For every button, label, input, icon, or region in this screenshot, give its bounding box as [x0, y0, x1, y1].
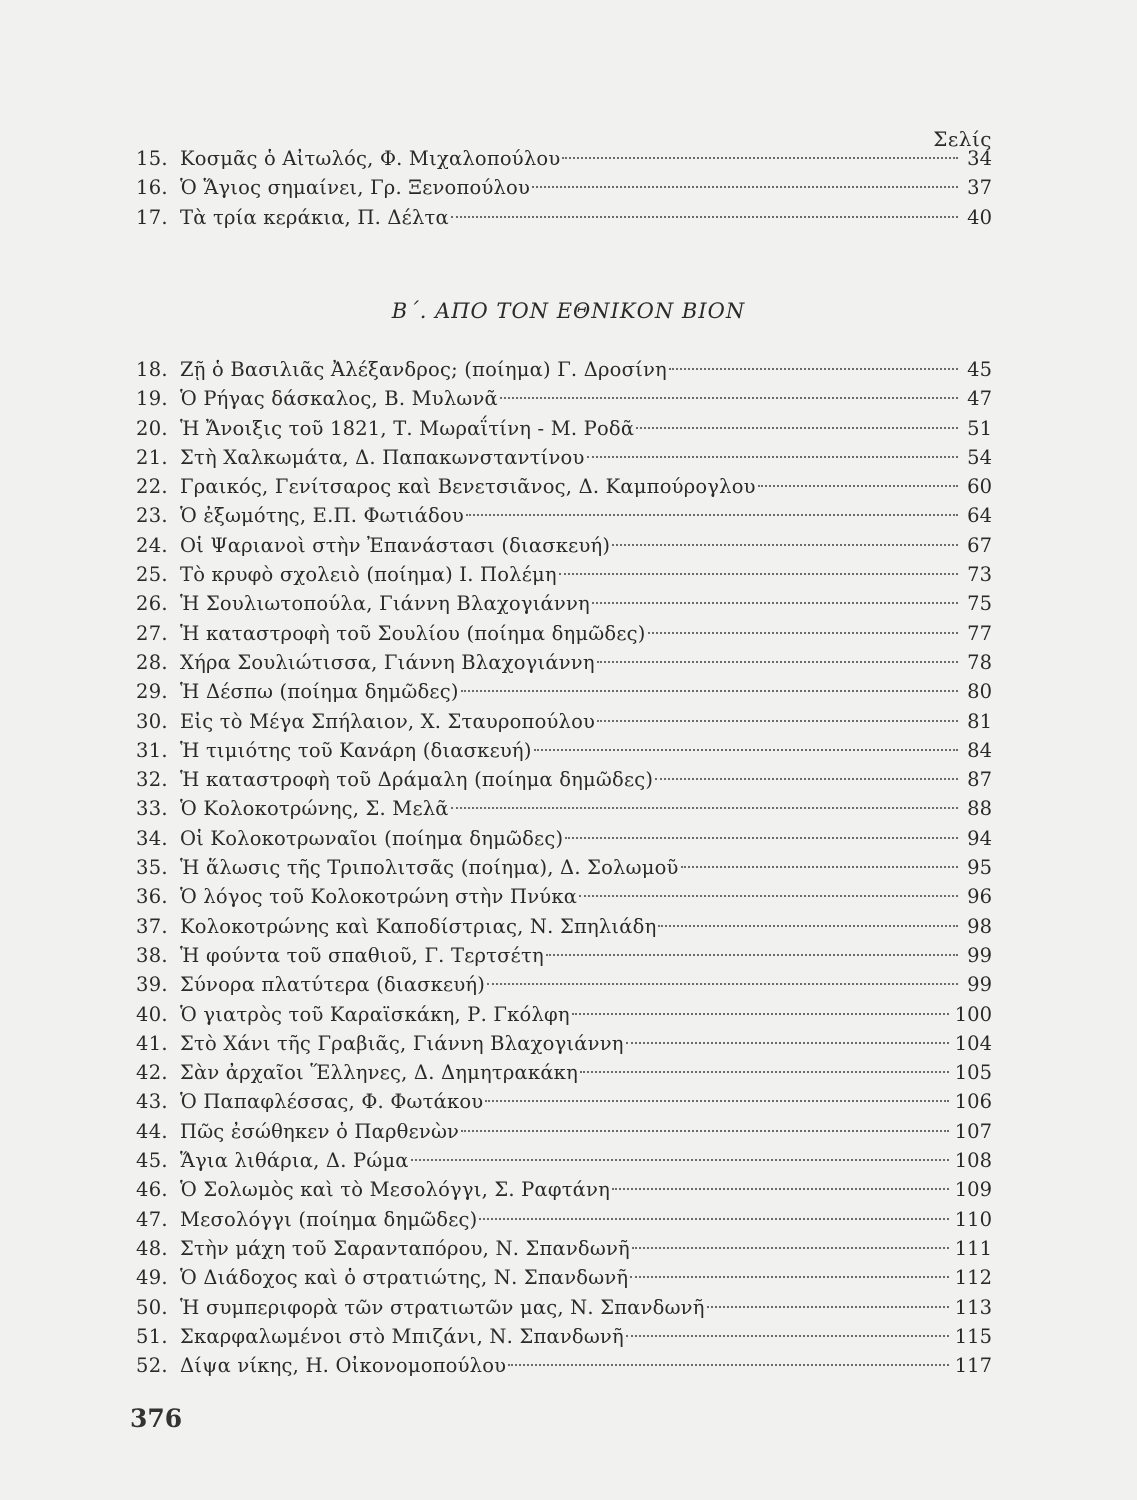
- toc-entry: [136, 144, 992, 173]
- entry-page: 108: [954, 1149, 992, 1173]
- toc-entry: [136, 560, 992, 589]
- entry-number: 40.: [136, 1002, 168, 1026]
- toc-entry: [136, 824, 992, 853]
- entry-title: Ἡ φούντα τοῦ σπαθιοῦ, Γ. Τερτσέτη: [180, 943, 544, 967]
- entry-number: 46.: [136, 1178, 168, 1202]
- dot-leader: [658, 925, 958, 927]
- entry-title: Ἡ καταστροφὴ τοῦ Δράμαλη (ποίημα δημῶδες): [180, 768, 654, 792]
- entry-page: 117: [954, 1354, 992, 1378]
- entry-page: 104: [954, 1031, 992, 1055]
- entry-page: 112: [954, 1266, 992, 1290]
- entry-title: Ἅγια λιθάρια, Δ. Ρώμα: [180, 1149, 409, 1173]
- toc-entry: [136, 443, 992, 472]
- entry-number: 18.: [136, 358, 168, 381]
- entry-number: 45.: [136, 1149, 168, 1173]
- entry-title: Ἡ τιμιότης τοῦ Κανάρη (διασκευή): [180, 738, 532, 762]
- entry-number: 28.: [136, 650, 168, 674]
- entry-page: 54: [967, 445, 992, 469]
- entry-page: 37: [967, 176, 992, 200]
- toc-entry: [136, 384, 992, 413]
- entry-page: 106: [954, 1090, 992, 1114]
- dot-leader: [411, 1159, 949, 1161]
- dot-leader: [451, 807, 958, 809]
- dot-leader: [587, 456, 958, 458]
- dot-leader: [485, 1100, 948, 1102]
- page-number: 376: [130, 1404, 183, 1433]
- toc-entry: [136, 531, 992, 560]
- entry-title: Εἰς τὸ Μέγα Σπήλαιον, Χ. Σταυροπούλου: [180, 709, 596, 733]
- entry-page: 109: [954, 1178, 992, 1202]
- entry-number: 27.: [136, 621, 168, 645]
- entry-number: 26.: [136, 592, 168, 616]
- entry-page: 80: [967, 680, 992, 704]
- dot-leader: [532, 186, 958, 188]
- entry-title: Μεσολόγγι (ποίημα δημῶδες): [180, 1207, 478, 1231]
- toc-entry: [136, 1087, 992, 1116]
- entry-title: Κολοκοτρώνης καὶ Καποδίστριας, Ν. Σπηλιάδη: [180, 914, 657, 938]
- entry-number: 44.: [136, 1119, 168, 1143]
- dot-leader: [597, 720, 958, 722]
- dot-leader: [562, 157, 958, 159]
- entry-title: Γραικός, Γενίτσαρος καὶ Βενετσιᾶνος, Δ. Καμπούρογλου: [180, 475, 756, 499]
- dot-leader: [648, 632, 958, 634]
- entry-number: 37.: [136, 914, 168, 938]
- toc-entry: [136, 1351, 992, 1380]
- dot-leader: [579, 895, 958, 897]
- dot-leader: [572, 1013, 949, 1015]
- entry-number: 33.: [136, 797, 168, 821]
- entry-number: 42.: [136, 1061, 168, 1085]
- entry-page: 87: [967, 768, 992, 792]
- dot-leader: [681, 866, 958, 868]
- entry-number: 47.: [136, 1207, 168, 1231]
- toc-entry: [136, 1263, 992, 1292]
- entry-title: Ὁ γιατρὸς τοῦ Καραϊσκάκη, Ρ. Γκόλφη: [180, 1002, 570, 1026]
- entry-page: 115: [954, 1324, 992, 1348]
- entry-title: Στὴ Χαλκωμάτα, Δ. Παπακωνσταντίνου: [180, 445, 585, 469]
- toc-entry: [136, 355, 992, 384]
- toc-entry: [136, 1175, 992, 1204]
- entry-page: 73: [967, 563, 992, 587]
- toc-entry: [136, 619, 992, 648]
- entry-title: Ὁ λόγος τοῦ Κολοκοτρώνη στὴν Πνύκα: [180, 885, 578, 909]
- entry-title: Πῶς ἐσώθηκεν ὁ Παρθενὼν: [180, 1119, 460, 1143]
- entry-page: 51: [967, 416, 992, 440]
- entry-page: 77: [967, 621, 992, 645]
- entry-title: Ἡ καταστροφὴ τοῦ Σουλίου (ποίημα δημῶδες): [180, 621, 646, 645]
- entry-number: 32.: [136, 768, 168, 792]
- dot-leader: [632, 1247, 949, 1249]
- entry-number: 17.: [136, 205, 168, 229]
- entry-page: 40: [967, 205, 992, 229]
- entry-number: 22.: [136, 475, 168, 499]
- entry-page: 45: [967, 358, 992, 381]
- entry-number: 51.: [136, 1324, 168, 1348]
- toc-entry: [136, 707, 992, 736]
- entry-page: 98: [967, 914, 992, 938]
- entry-page: 94: [967, 826, 992, 850]
- entry-page: 96: [967, 885, 992, 909]
- entry-title: Ἡ συμπεριφορὰ τῶν στρατιωτῶν μας, Ν. Σπανδωνῆ: [180, 1295, 705, 1319]
- entry-number: 25.: [136, 563, 168, 587]
- toc-entry: [136, 1029, 992, 1058]
- entry-number: 34.: [136, 826, 168, 850]
- entry-number: 19.: [136, 387, 168, 411]
- dot-leader: [534, 749, 958, 751]
- entry-number: 20.: [136, 416, 168, 440]
- toc-entry: [136, 1234, 992, 1263]
- dot-leader: [612, 1188, 949, 1190]
- dot-leader: [466, 514, 958, 516]
- toc-entry: [136, 1293, 992, 1322]
- entry-page: 95: [967, 856, 992, 880]
- entry-title: Οἱ Κολοκοτρωναῖοι (ποίημα δημῶδες): [180, 826, 564, 850]
- dot-leader: [565, 837, 958, 839]
- dot-leader: [580, 1071, 949, 1073]
- toc-entry: [136, 970, 992, 999]
- entry-title: Στὴν μάχη τοῦ Σαρανταπόρου, Ν. Σπανδωνῆ: [180, 1236, 630, 1260]
- entry-title: Σκαρφαλωμένοι στὸ Μπιζάνι, Ν. Σπανδωνῆ: [180, 1324, 624, 1348]
- dot-leader: [626, 1335, 949, 1337]
- entry-page: 78: [967, 650, 992, 674]
- entry-number: 39.: [136, 973, 168, 997]
- toc-entry: [136, 1322, 992, 1351]
- toc-entry: [136, 765, 992, 794]
- entry-page: 88: [967, 797, 992, 821]
- dot-leader: [758, 485, 958, 487]
- toc-entry: [136, 414, 992, 443]
- entry-title: Ὁ Σολωμὸς καὶ τὸ Μεσολόγγι, Σ. Ραφτάνη: [180, 1178, 610, 1202]
- entry-number: 21.: [136, 445, 168, 469]
- entry-title: Οἱ Ψαριανοὶ στὴν Ἐπανάστασι (διασκευή): [180, 533, 611, 557]
- entry-page: 107: [954, 1119, 992, 1143]
- entry-page: 34: [967, 147, 992, 170]
- entry-page: 100: [954, 1002, 992, 1026]
- dot-leader: [626, 1042, 949, 1044]
- entry-title: Σύνορα πλατύτερα (διασκευή): [180, 973, 486, 997]
- entry-page: 75: [967, 592, 992, 616]
- entry-title: Ζῇ ὁ Βασιλιᾶς Ἀλέξανδρος; (ποίημα) Γ. Δροσίνη: [180, 358, 667, 381]
- entry-number: 16.: [136, 176, 168, 200]
- entry-page: 81: [967, 709, 992, 733]
- entry-title: Τὰ τρία κεράκια, Π. Δέλτα: [180, 205, 449, 229]
- entry-number: 35.: [136, 856, 168, 880]
- toc-entry: [136, 677, 992, 706]
- toc-entry: [136, 1205, 992, 1234]
- entry-page: 84: [967, 738, 992, 762]
- toc-entry: [136, 501, 992, 530]
- entry-title: Τὸ κρυφὸ σχολειὸ (ποίημα) Ι. Πολέμη: [180, 563, 557, 587]
- dot-leader: [508, 1364, 949, 1366]
- toc-entry: [136, 853, 992, 882]
- entry-number: 41.: [136, 1031, 168, 1055]
- dot-leader: [592, 602, 958, 604]
- entry-number: 23.: [136, 504, 168, 528]
- entry-number: 31.: [136, 738, 168, 762]
- dot-leader: [461, 690, 958, 692]
- entry-title: Σὰν ἀρχαῖοι Ἕλληνες, Δ. Δημητρακάκη: [180, 1061, 578, 1085]
- dot-leader: [559, 573, 958, 575]
- entry-number: 48.: [136, 1236, 168, 1260]
- toc-entry: [136, 912, 992, 941]
- entry-title: Ὁ Παπαφλέσσας, Φ. Φωτάκου: [180, 1090, 484, 1114]
- entry-page: 47: [967, 387, 992, 411]
- dot-leader: [669, 368, 958, 370]
- entry-number: 38.: [136, 943, 168, 967]
- toc-entry: [136, 173, 992, 202]
- entry-page: 64: [967, 504, 992, 528]
- dot-leader: [500, 397, 958, 399]
- toc-entry: [136, 1058, 992, 1087]
- entry-number: 50.: [136, 1295, 168, 1319]
- entry-title: Ὁ Διάδοχος καὶ ὁ στρατιώτης, Ν. Σπανδωνῆ: [180, 1266, 629, 1290]
- toc-entry: [136, 736, 992, 765]
- toc-entry: [136, 1117, 992, 1146]
- entry-number: 24.: [136, 533, 168, 557]
- toc-entry: [136, 1146, 992, 1175]
- entry-title: Ὁ ἐξωμότης, Ε.Π. Φωτιάδου: [180, 504, 464, 528]
- entry-number: 30.: [136, 709, 168, 733]
- toc-entry: [136, 203, 992, 232]
- entry-number: 36.: [136, 885, 168, 909]
- toc-list-main: [136, 355, 992, 1380]
- entry-title: Ἡ ἅλωσις τῆς Τριπολιτσᾶς (ποίημα), Δ. Σολωμοῦ: [180, 856, 679, 880]
- entry-number: 52.: [136, 1354, 168, 1378]
- dot-leader: [612, 544, 958, 546]
- dot-leader: [707, 1306, 949, 1308]
- toc-entry: [136, 794, 992, 823]
- toc-entry: [136, 648, 992, 677]
- entry-title: Ἡ Σουλιωτοπούλα, Γιάννη Βλαχογιάννη: [180, 592, 590, 616]
- toc-entry: [136, 1000, 992, 1029]
- entry-title: Ἡ Δέσπω (ποίημα δημῶδες): [180, 680, 459, 704]
- entry-page: 99: [967, 943, 992, 967]
- entry-title: Ὁ Ρήγας δάσκαλος, Β. Μυλωνᾶ: [180, 387, 498, 411]
- dot-leader: [461, 1130, 949, 1132]
- dot-leader: [655, 778, 958, 780]
- entry-page: 60: [967, 475, 992, 499]
- entry-page: 110: [954, 1207, 992, 1231]
- dot-leader: [636, 427, 958, 429]
- toc-entry: [136, 472, 992, 501]
- entry-title: Ἡ Ἄνοιξις τοῦ 1821, Τ. Μωραΐτίνη - Μ. Ροδᾶ: [180, 416, 635, 440]
- entry-page: 105: [954, 1061, 992, 1085]
- dot-leader: [487, 983, 958, 985]
- toc-entry: [136, 941, 992, 970]
- toc-list-top: [136, 144, 992, 232]
- entry-title: Κοσμᾶς ὁ Αἰτωλός, Φ. Μιχαλοπούλου: [180, 147, 561, 170]
- entry-page: 113: [954, 1295, 992, 1319]
- page-column-label: Σελίς: [933, 127, 992, 151]
- entry-title: Δίψα νίκης, Η. Οἰκονομοπούλου: [180, 1354, 507, 1378]
- entry-number: 15.: [136, 147, 168, 170]
- entry-number: 49.: [136, 1266, 168, 1290]
- toc-entry: [136, 882, 992, 911]
- entry-page: 111: [954, 1236, 992, 1260]
- dot-leader: [479, 1218, 948, 1220]
- entry-number: 29.: [136, 680, 168, 704]
- entry-title: Στὸ Χάνι τῆς Γραβιᾶς, Γιάννη Βλαχογιάννη: [180, 1031, 624, 1055]
- entry-title: Ὁ Ἅγιος σημαίνει, Γρ. Ξενοπούλου: [180, 176, 531, 200]
- dot-leader: [597, 661, 958, 663]
- entry-page: 99: [967, 973, 992, 997]
- entry-title: Ὁ Κολοκοτρώνης, Σ. Μελᾶ: [180, 797, 449, 821]
- dot-leader: [630, 1276, 949, 1278]
- dot-leader: [451, 216, 958, 218]
- entry-number: 43.: [136, 1090, 168, 1114]
- section-heading: Β΄. ΑΠΟ ΤΟΝ ΕΘΝΙΚΟΝ ΒΙΟΝ: [391, 299, 746, 323]
- entry-page: 67: [967, 533, 992, 557]
- dot-leader: [546, 954, 958, 956]
- toc-entry: [136, 589, 992, 618]
- entry-title: Χήρα Σουλιώτισσα, Γιάννη Βλαχογιάννη: [180, 650, 595, 674]
